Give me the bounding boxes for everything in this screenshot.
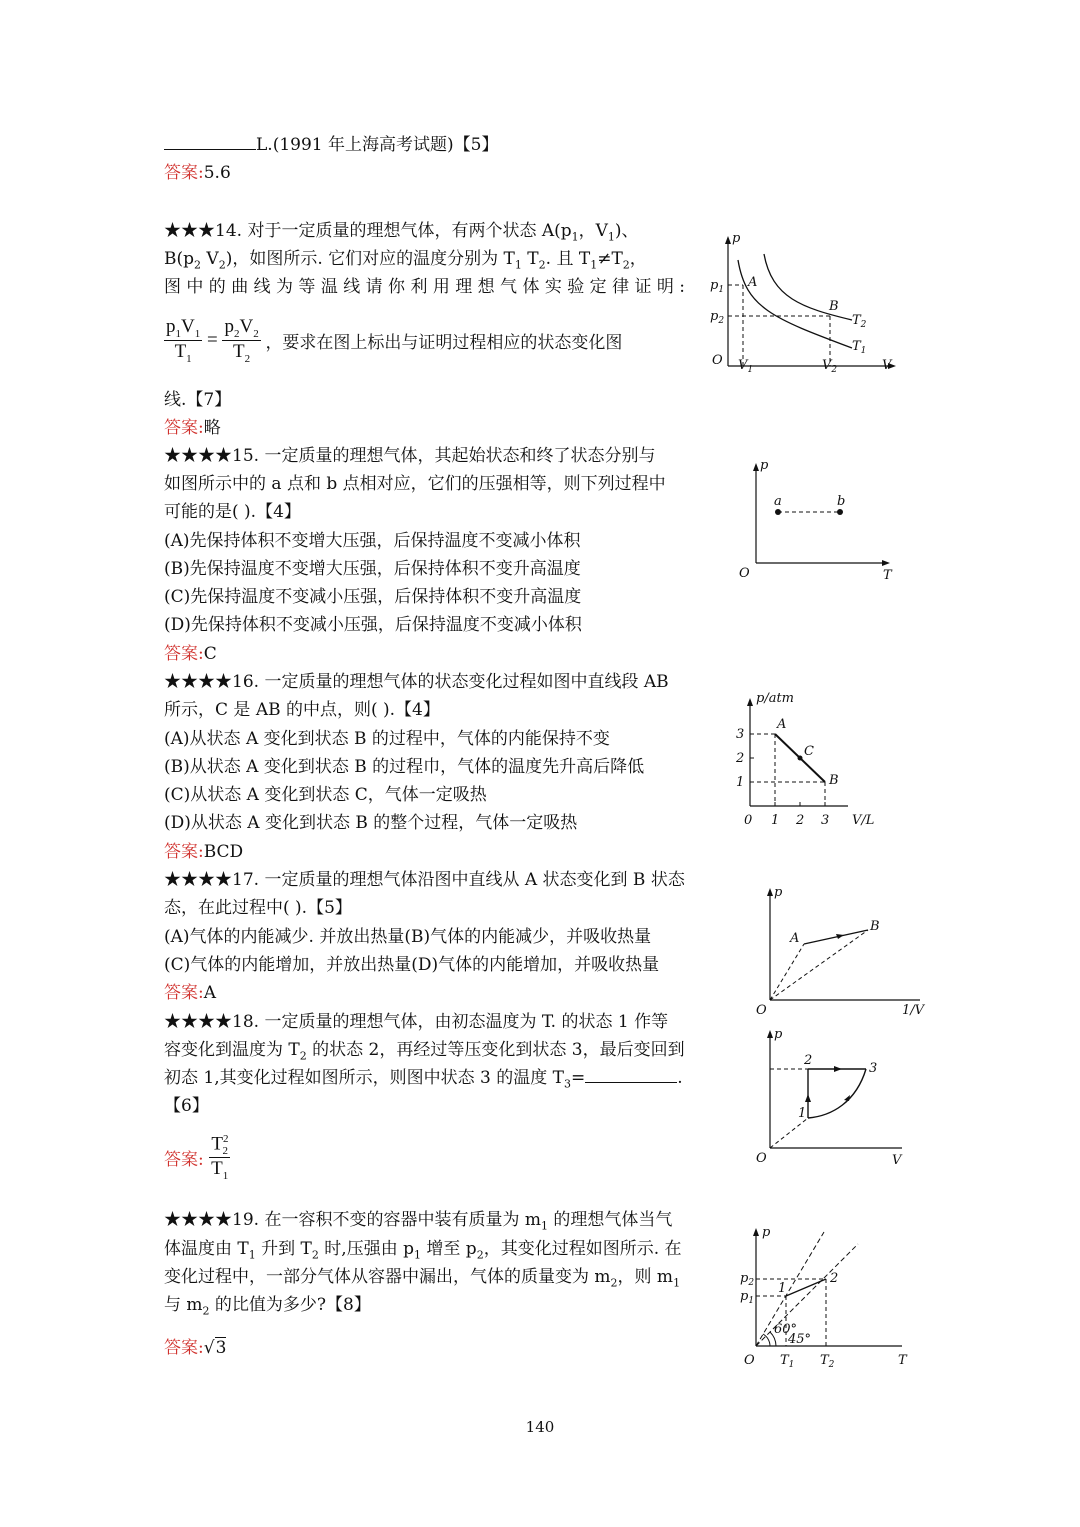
q17-options-cd: (C)气体的内能增加，并放出热量(D)气体的内能增加，并吸收热量 [164,955,660,975]
q18-line: 初态 1,其变化过程如图所示，则图中状态 3 的温度 $T_3=$ . [164,1068,683,1091]
axis-p-label: p [732,231,741,246]
q17-line: ★★★★17. 一定质量的理想气体沿图中直线从 A 状态变化到 B 状态 [164,870,685,890]
svg-text:O: O [739,566,750,581]
svg-text:B: B [829,773,839,788]
svg-text:1: 1 [798,1106,807,1121]
q14-answer: 答案:略 [164,418,221,438]
q15-line: 如图所示中的 a 点和 b 点相对应，它们的压强相等，则下列过程中 [164,474,666,494]
figure-pv-cycle [752,1022,912,1172]
q19-line: 变化过程中，一部分气体从容器中漏出，气体的质量变为 $m_2$，则 $m_1$ [164,1267,681,1290]
svg-text:T2: $T_2$ [852,313,867,330]
fill-blank [164,133,256,150]
svg-text:O: O [712,353,723,368]
svg-text:V: V [882,358,892,373]
svg-text:A: A [777,717,787,732]
svg-text:T2: $T_2$ [820,1353,835,1370]
svg-text:45°: 45° [788,1332,812,1347]
page-number: 140 [525,1418,555,1436]
q14-line2: $B(p_2$ $V_2$)，如图所示. 它们对应的温度分别为 $T_1$ $T_2$. 且 $T_1\ne T_2$， [164,249,647,272]
svg-text:O: O [756,1003,767,1018]
q17-options-ab: (A)气体的内能减少. 并放出热量(B)气体的内能减少，并吸收热量 [164,927,652,947]
svg-text:2: 2 [736,751,745,766]
svg-text:p1: $p_1$ [710,278,725,295]
fill-blank [585,1066,677,1083]
svg-text:1: 1 [771,813,780,828]
svg-text:O: O [756,1151,767,1166]
q14-formula: $\frac{p_1V_1}{T_1}$ = $\frac{p_2V_2}{T_2}$ ，要求在图上标出与证明过程相应的状态变化图 [166,316,623,365]
svg-text:p/atm: p/atm [756,691,795,706]
q17-answer: 答案:A [164,983,217,1003]
svg-text:p2: $p_2$ [710,309,725,326]
q14-line1: ★★★14. 对于一定质量的理想气体，有两个状态 $A(p_1$，$V_1$)、 [164,221,639,244]
q16-option-d: (D)从状态 A 变化到状态 B 的整个过程，气体一定吸热 [164,813,578,833]
svg-text:a: a [774,494,782,509]
svg-text:1/V: 1/V [902,1003,925,1018]
q15-answer: 答案:C [164,644,217,664]
q16-option-c: (C)从状态 A 变化到状态 C，气体一定吸热 [164,785,487,805]
svg-text:O: O [744,1353,755,1368]
q14-line3: 图 中 的 曲 线 为 等 温 线 请 你 利 用 理 想 气 体 实 验 定 律 证 明 : [164,277,686,297]
q13-tail: L.(1991 年上海高考试题)【5】 [164,133,498,157]
figure-p-invv [752,882,942,1022]
svg-text:p1: $p_1$ [740,1289,755,1306]
svg-text:60°: 60° [774,1322,798,1337]
figure-isotherms [702,228,902,378]
svg-text:1: 1 [736,775,745,790]
q19-answer: 答案:√3 [164,1338,227,1358]
q19-line: 体温度由 $T_1$ 升到 $T_2$ 时,压强由 $p_1$ 增至 $p_2$，其变化过程如图所示. 在 [164,1239,682,1262]
svg-text:V1: $V_1$ [738,358,754,375]
svg-text:b: b [837,494,846,509]
svg-text:V2: $V_2$ [822,358,838,375]
q15-option-c: (C)先保持温度不变减小压强，后保持体积不变升高温度 [164,587,582,607]
figure-pt-ab [736,455,906,585]
q16-line: 所示，C 是 AB 的中点，则( ).【4】 [164,700,440,720]
svg-text:0: 0 [744,813,753,828]
q15-option-d: (D)先保持体积不变减小压强，后保持温度不变减小体积 [164,615,582,635]
svg-text:B: B [829,299,839,314]
svg-text:2: 2 [830,1271,839,1286]
q18-line: 【6】 [164,1096,209,1116]
svg-text:3: 3 [821,813,830,828]
svg-text:1: 1 [778,1281,787,1296]
svg-text:2: 2 [804,1053,813,1068]
svg-text:3: 3 [736,727,745,742]
svg-text:T1: $T_1$ [780,1353,795,1370]
svg-text:p: p [774,885,783,900]
q15-option-b: (B)先保持温度不变增大压强，后保持体积不变升高温度 [164,559,581,579]
figure-pt-angles [736,1222,916,1372]
q18-answer: 答案: $\frac{T^2_2}{T_1}$ [164,1133,229,1182]
svg-text:p: p [760,458,769,473]
isotherm-t2 [764,254,852,320]
figure-pv-abc [730,684,890,834]
q15-line: 可能的是( ).【4】 [164,502,301,522]
fraction-right: $\frac{p_2V_2}{T_2}$ [224,316,259,365]
svg-text:p: p [774,1027,783,1042]
svg-text:p: p [762,1225,771,1240]
q15-line: ★★★★15. 一定质量的理想气体，其起始状态和终了状态分别与 [164,446,656,466]
svg-text:T: T [898,1353,907,1368]
q18-line: ★★★★18. 一定质量的理想气体，由初态温度为 T. 的状态 1 作等 [164,1012,669,1032]
q19-line: ★★★★19. 在一容积不变的容器中装有质量为 $m_1$ 的理想气体当气 [164,1210,673,1233]
fraction-left: $\frac{p_1V_1}{T_1}$ [166,316,201,365]
svg-text:A: A [748,275,758,290]
svg-text:2: 2 [796,813,805,828]
svg-text:V/L: V/L [852,813,875,828]
svg-text:A: A [790,931,800,946]
svg-text:T: T [883,568,892,583]
svg-text:p2: $p_2$ [740,1271,755,1288]
answer-fraction: $\frac{T^2_2}{T_1}$ [211,1133,229,1182]
svg-text:B: B [870,919,880,934]
q13-answer: 答案:5.6 [164,163,231,183]
q15-option-a: (A)先保持体积不变增大压强，后保持温度不变减小体积 [164,531,581,551]
q16-answer: 答案:BCD [164,842,244,862]
q19-line: 与 $m_2$ 的比值为多少?【8】 [164,1295,371,1318]
svg-text:C: C [804,744,814,759]
q16-option-b: (B)从状态 A 变化到状态 B 的过程巾，气体的温度先升高后降低 [164,757,645,777]
q18-line: 容变化到温度为 $T_2$ 的状态 2，再经过等压变化到状态 3，最后变回到 [164,1040,685,1063]
q16-option-a: (A)从状态 A 变化到状态 B 的过程中，气体的内能保持不变 [164,729,610,749]
sqrt-symbol: √3 [203,1338,227,1358]
svg-text:V: V [892,1153,902,1168]
svg-text:T1: $T_1$ [852,339,867,356]
q16-line: ★★★★16. 一定质量的理想气体的状态变化过程如图中直线段 AB [164,672,669,692]
svg-text:3: 3 [869,1061,878,1076]
q14-line5: 线.【7】 [164,390,232,410]
q17-line: 态，在此过程中( ).【5】 [164,898,352,918]
